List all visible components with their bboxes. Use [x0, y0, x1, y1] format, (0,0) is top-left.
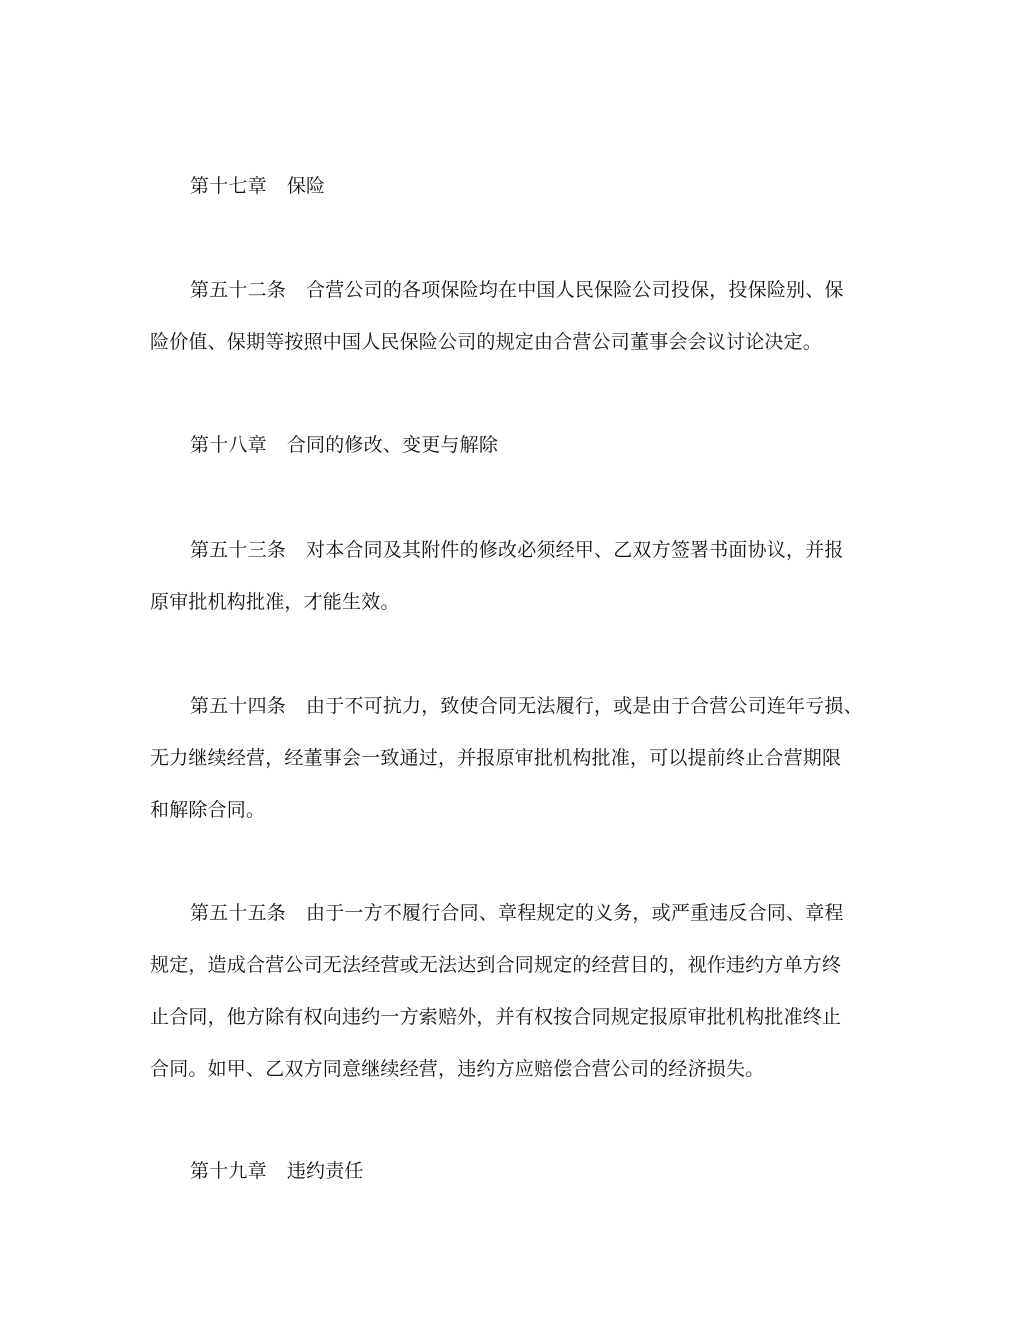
- article-55-line-1: [190, 900, 920, 926]
- article-label: 第五十五条: [190, 902, 287, 924]
- article-label: 第五十二条: [190, 279, 287, 301]
- chapter-title: 保险: [286, 175, 326, 197]
- article-54-line-1: [190, 693, 920, 719]
- article-52-line-2: 险价值、保期等按照中国人民保险公司的规定由合营公司董事会会议讨论决定。: [150, 331, 823, 353]
- article-label: 第五十三条: [190, 539, 287, 561]
- chapter-18-heading: [190, 432, 920, 458]
- article-53-line-1: [190, 537, 920, 563]
- article-54-line-3: 和解除合同。: [150, 799, 266, 821]
- article-text: 由于一方不履行合同、章程规定的义务，或严重违反合同、章程: [306, 902, 844, 924]
- chapter-label: 第十九章: [190, 1160, 267, 1182]
- article-label: 第五十四条: [190, 695, 287, 717]
- article-55-line-2: 规定，造成合营公司无法经营或无法达到合同规定的经营目的，视作违约方单方终: [150, 954, 842, 976]
- article-text: 合营公司的各项保险均在中国人民保险公司投保，投保险别、保: [306, 279, 844, 301]
- chapter-19-heading: [190, 1158, 920, 1184]
- chapter-title: 合同的修改、变更与解除: [286, 434, 499, 456]
- article-text: 对本合同及其附件的修改必须经甲、乙双方签署书面协议，并报: [306, 539, 844, 561]
- article-text: 由于不可抗力，致使合同无法履行，或是由于合营公司连年亏损、: [306, 695, 863, 717]
- article-53-line-2: 原审批机构批准，才能生效。: [150, 591, 400, 613]
- chapter-title: 违约责任: [286, 1160, 364, 1182]
- chapter-17-heading: [190, 173, 920, 199]
- article-54-line-2: 无力继续经营，经董事会一致通过，并报原审批机构批准，可以提前终止合营期限: [150, 747, 842, 769]
- article-52-line-1: [190, 277, 920, 303]
- article-55-line-3: 止合同，他方除有权向违约一方索赔外，并有权按合同规定报原审批机构批准终止: [150, 1006, 842, 1028]
- chapter-label: 第十八章: [190, 434, 267, 456]
- article-55-line-4: 合同。如甲、乙双方同意继续经营，违约方应赔偿合营公司的经济损失。: [150, 1058, 765, 1080]
- chapter-label: 第十七章: [190, 175, 267, 197]
